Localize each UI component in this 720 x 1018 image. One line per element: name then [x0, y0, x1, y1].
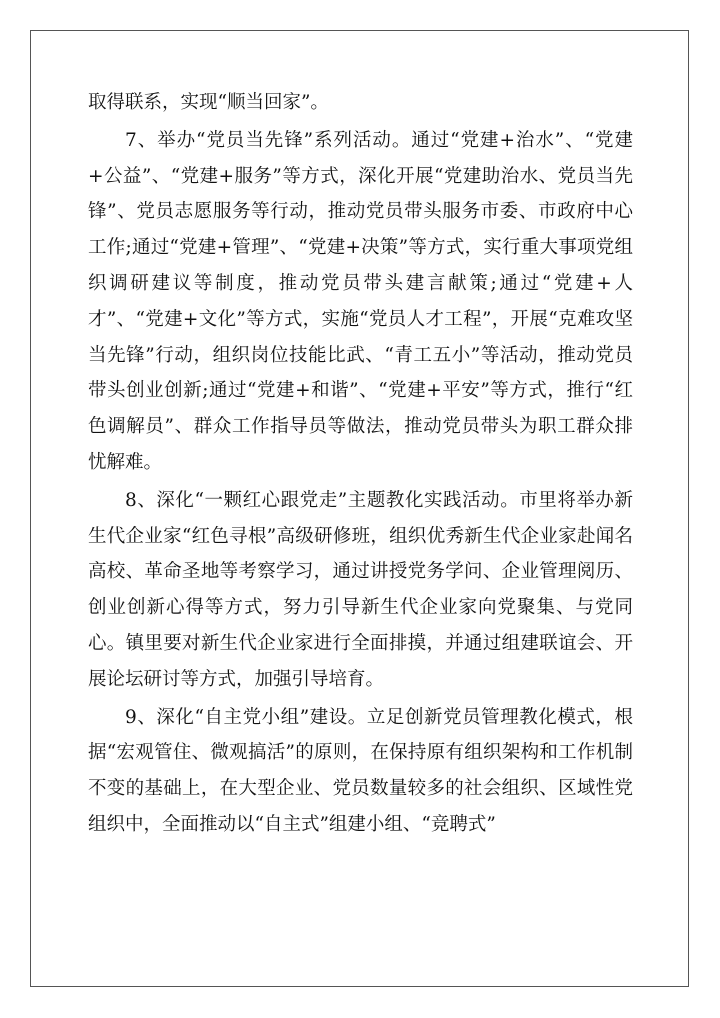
- paragraph-continuation: 取得联系，实现“顺当回家”。: [88, 92, 329, 113]
- document-body: [88, 85, 633, 843]
- paragraph-item-9: 9、深化“自主党小组”建设。立足创新党员管理教化模式，根据“宏观管住、微观搞活”的原则，在保持原有组织架构和工作机制不变的基础上，在大型企业、党员数量较多的社会组织、区域性党组织中，全面推动以“自主式”组建小组、“竞聘式”: [88, 706, 633, 835]
- paragraph-item-7: 7、举办“党员当先锋”系列活动。通过“党建+治水”、“党建+公益”、“党建+服务”等方式，深化开展“党建助治水、党员当先锋”、党员志愿服务等行动，推动党员带头服务市委、市政府中心工作;通过“党建+管理”、“党建+决策”等方式，实行重大事项党组织调研建议等制度，推动党员带头建言献策;通过“党建+人才”、“党建+文化”等方式，实施“党员人才工程”，开展“克难攻坚当先锋”行动，组织岗位技能比武、“青工五小”等活动，推动党员带头创业创新;通过“党建+和谐”、“党建+平安”等方式，推行“红色调解员”、群众工作指导员等做法，推动党员带头为职工群众排忧解难。: [88, 129, 633, 473]
- paragraph-item-8: 8、深化“一颗红心跟党走”主题教化实践活动。市里将举办新生代企业家“红色寻根”高级研修班，组织优秀新生代企业家赴闻名高校、革命圣地等考察学习，通过讲授党务学问、企业管理阅历、创业创新心得等方式，努力引导新生代企业家向党聚集、与党同心。镇里要对新生代企业家进行全面排摸，并通过组建联谊会、开展论坛研讨等方式，加强引导培育。: [88, 489, 633, 690]
